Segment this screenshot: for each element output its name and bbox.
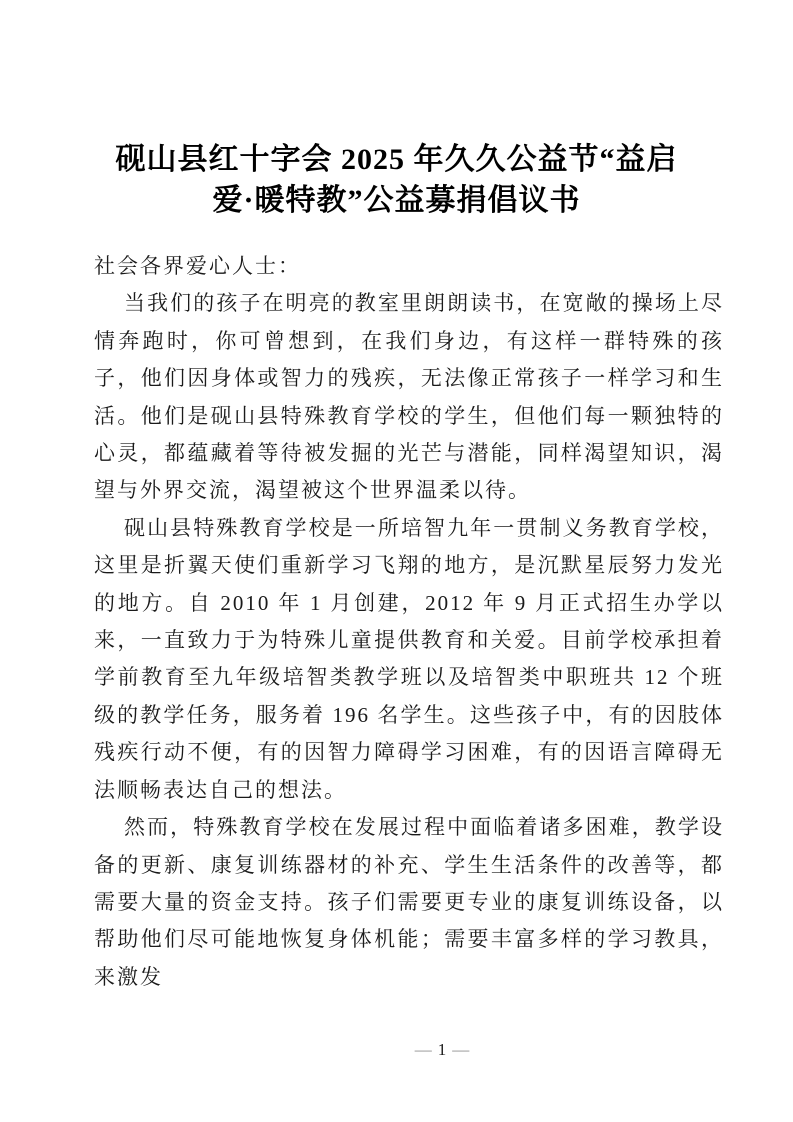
document-title-line1: 砚山县红十字会 2025 年久久公益节“益启 — [115, 143, 678, 176]
paragraph-school-overview: 砚山县特殊教育学校是一所培智九年一贯制义务教育学校，这里是折翼天使们重新学习飞翔的地方，是沉默星辰努力发光的地方。自 2010 年 1 月创建，2012 年 9 月正式招生办学以来，一直致力于为特殊儿童提供教育和关爱。目前学校承担着学前教育至九年级培智类教学班以及培智类中职班共 12 个班级的教学任务，服务着 196 名学生。这些孩子中，有的因肢体残疾行动不便，有的因智力障碍学习困难，有的因语言障碍无法顺畅表达自己的想法。 — [94, 515, 724, 802]
paragraph-difficulties: 然而，特殊教育学校在发展过程中面临着诸多困难，教学设备的更新、康复训练器材的补充、学生生活条件的改善等，都需要大量的资金支持。孩子们需要更专业的康复训练设备，以帮助他们尽可能地恢复身体机能；需要丰富多样的学习教具，来激发 — [94, 815, 724, 989]
footer-dash-left: — — [414, 1040, 432, 1059]
document-title-line2: 爱·暖特教”公益募捐倡议书 — [212, 184, 581, 217]
footer-dash-right: — — [452, 1040, 470, 1059]
page-number-footer — [409, 1040, 476, 1060]
paragraph-intro: 当我们的孩子在明亮的教室里朗朗读书，在宽敞的操场上尽情奔跑时，你可曾想到，在我们身边，有这样一群特殊的孩子，他们因身体或智力的残疾，无法像正常孩子一样学习和生活。他们是砚山县特殊教育学校的学生，但他们每一颗独特的心灵，都蕴藏着等待被发掘的光芒与潜能，同样渴望知识，渴望与外界交流，渴望被这个世界温柔以待。 — [94, 291, 724, 503]
document-title — [0, 139, 793, 221]
footer-page-number: 1 — [437, 1040, 447, 1059]
salutation-line: 社会各界爱心人士： — [94, 254, 301, 278]
document-body — [94, 248, 724, 996]
